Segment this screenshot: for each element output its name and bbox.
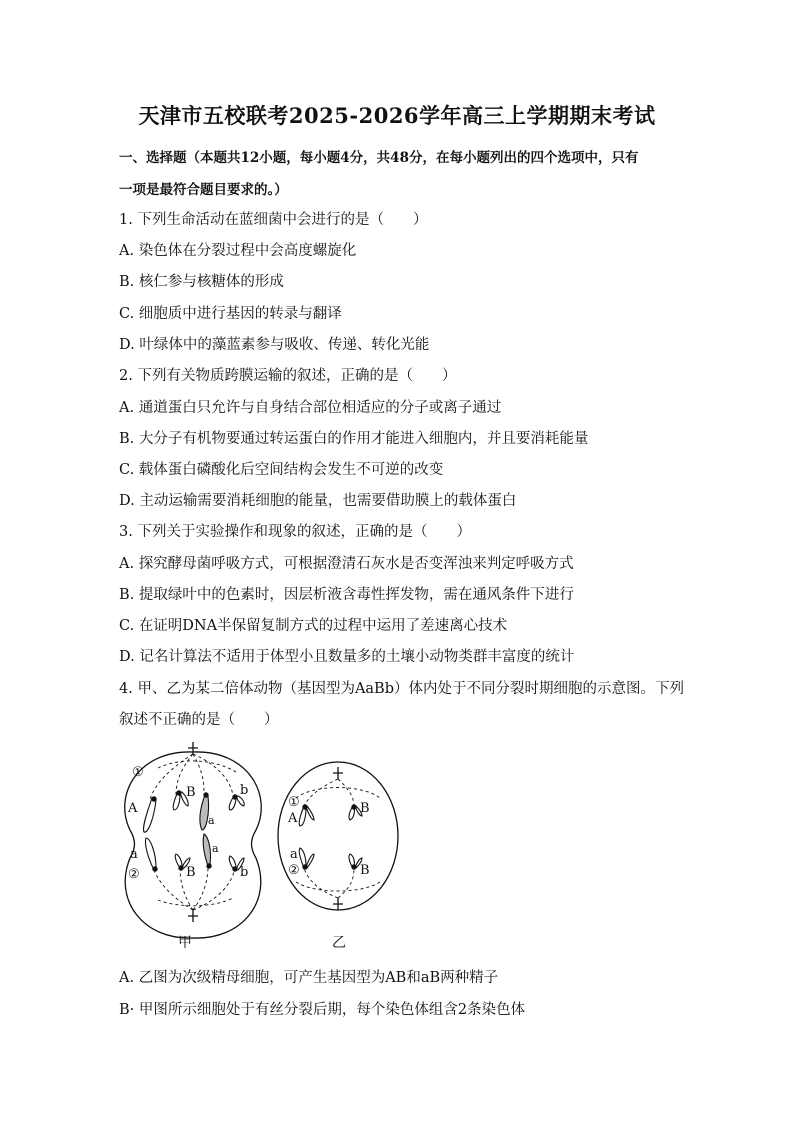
- cell-jia-label-one: ①: [132, 765, 144, 780]
- cell-jia-label-a-top: a: [208, 814, 215, 827]
- question-4-stem-line-1: 4. 甲、乙为某二倍体动物（基因型为AaBb）体内处于不同分裂时期细胞的示意图。下列: [119, 681, 684, 697]
- cell-yi-label-B-bottom: B: [360, 863, 370, 878]
- cell-yi-label-a: a: [290, 847, 298, 862]
- cell-jia-label-b-bottom: b: [240, 865, 249, 880]
- cell-jia-label-a-bottom: a: [130, 847, 138, 862]
- question-1-option-b: B. 核仁参与核糖体的形成: [119, 274, 284, 290]
- cell-jia-label-A: A: [128, 801, 138, 816]
- question-4-option-b: B· 甲图所示细胞处于有丝分裂后期，每个染色体组含2条染色体: [119, 1002, 526, 1018]
- cell-yi-top-centriole: [333, 767, 343, 779]
- question-3-option-a: A. 探究酵母菌呼吸方式，可根据澄清石灰水是否变浑浊来判定呼吸方式: [119, 556, 574, 572]
- cell-jia-label-a-mid: a: [212, 842, 219, 855]
- cell-division-diagram: [118, 740, 418, 955]
- cell-yi-label-one: ①: [288, 795, 300, 810]
- cell-yi-bottom-centriole: [333, 898, 343, 910]
- question-2-option-d: D. 主动运输需要消耗细胞的能量，也需要借助膜上的载体蛋白: [119, 493, 517, 509]
- exam-title: 天津市五校联考2025-2026学年高三上学期期末考试: [138, 103, 656, 128]
- cell-division-figure: [118, 740, 418, 955]
- cell-yi-spindle: [296, 779, 380, 898]
- question-2-option-a: A. 通道蛋白只允许与自身结合部位相适应的分子或离子通过: [119, 400, 502, 416]
- section-heading-line-1: 一、选择题（本题共12小题，每小题4分，共48分，在每小题列出的四个选项中，只有: [119, 150, 639, 166]
- section-heading-line-2: 一项是最符合题目要求的。）: [119, 182, 288, 198]
- question-1-stem: 1. 下列生命活动在蓝细菌中会进行的是（ ）: [119, 212, 428, 228]
- cell-jia-label-two: ②: [128, 867, 140, 882]
- question-1-option-c: C. 细胞质中进行基因的转录与翻译: [119, 306, 342, 322]
- cell-jia-spindle: [150, 754, 236, 910]
- question-4-stem-line-2: 叙述不正确的是（ ）: [119, 712, 279, 728]
- figure-caption-jia: 甲: [178, 935, 192, 951]
- question-2-option-b: B. 大分子有机物要通过转运蛋白的作用才能进入细胞内，并且要消耗能量: [119, 431, 589, 447]
- cell-yi-centromeres: [303, 805, 356, 869]
- question-3-option-c: C. 在证明DNA半保留复制方式的过程中运用了差速离心技术: [119, 618, 508, 634]
- question-2-option-c: C. 载体蛋白磷酸化后空间结构会发生不可逆的改变: [119, 462, 444, 478]
- question-2-stem: 2. 下列有关物质跨膜运输的叙述，正确的是（ ）: [119, 368, 457, 384]
- question-3-option-d: D. 记名计算法不适用于体型小且数量多的土壤小动物类群丰富度的统计: [119, 649, 575, 665]
- cell-jia-label-b-top: b: [240, 783, 249, 798]
- question-3-stem: 3. 下列关于实验操作和现象的叙述，正确的是（ ）: [119, 524, 471, 540]
- question-3-option-b: B. 提取绿叶中的色素时，因层析液含毒性挥发物，需在通风条件下进行: [119, 587, 574, 603]
- question-1-option-d: D. 叶绿体中的藻蓝素参与吸收、传递、转化光能: [119, 337, 430, 353]
- cell-yi-outline: [278, 762, 398, 910]
- cell-yi-label-B-top: B: [360, 801, 370, 816]
- cell-jia-bottom-centriole: [188, 910, 198, 922]
- cell-yi-label-A: A: [288, 811, 298, 826]
- cell-jia-label-B: B: [186, 785, 196, 800]
- cell-jia-label-B-bottom: B: [186, 865, 196, 880]
- cell-yi-chromosomes: [299, 806, 362, 868]
- cell-yi-label-two: ②: [288, 863, 300, 878]
- question-1-option-a: A. 染色体在分裂过程中会高度螺旋化: [119, 243, 357, 259]
- figure-caption-yi: 乙: [332, 935, 346, 951]
- question-4-option-a: A. 乙图为次级精母细胞，可产生基因型为AB和aB两种精子: [119, 970, 499, 986]
